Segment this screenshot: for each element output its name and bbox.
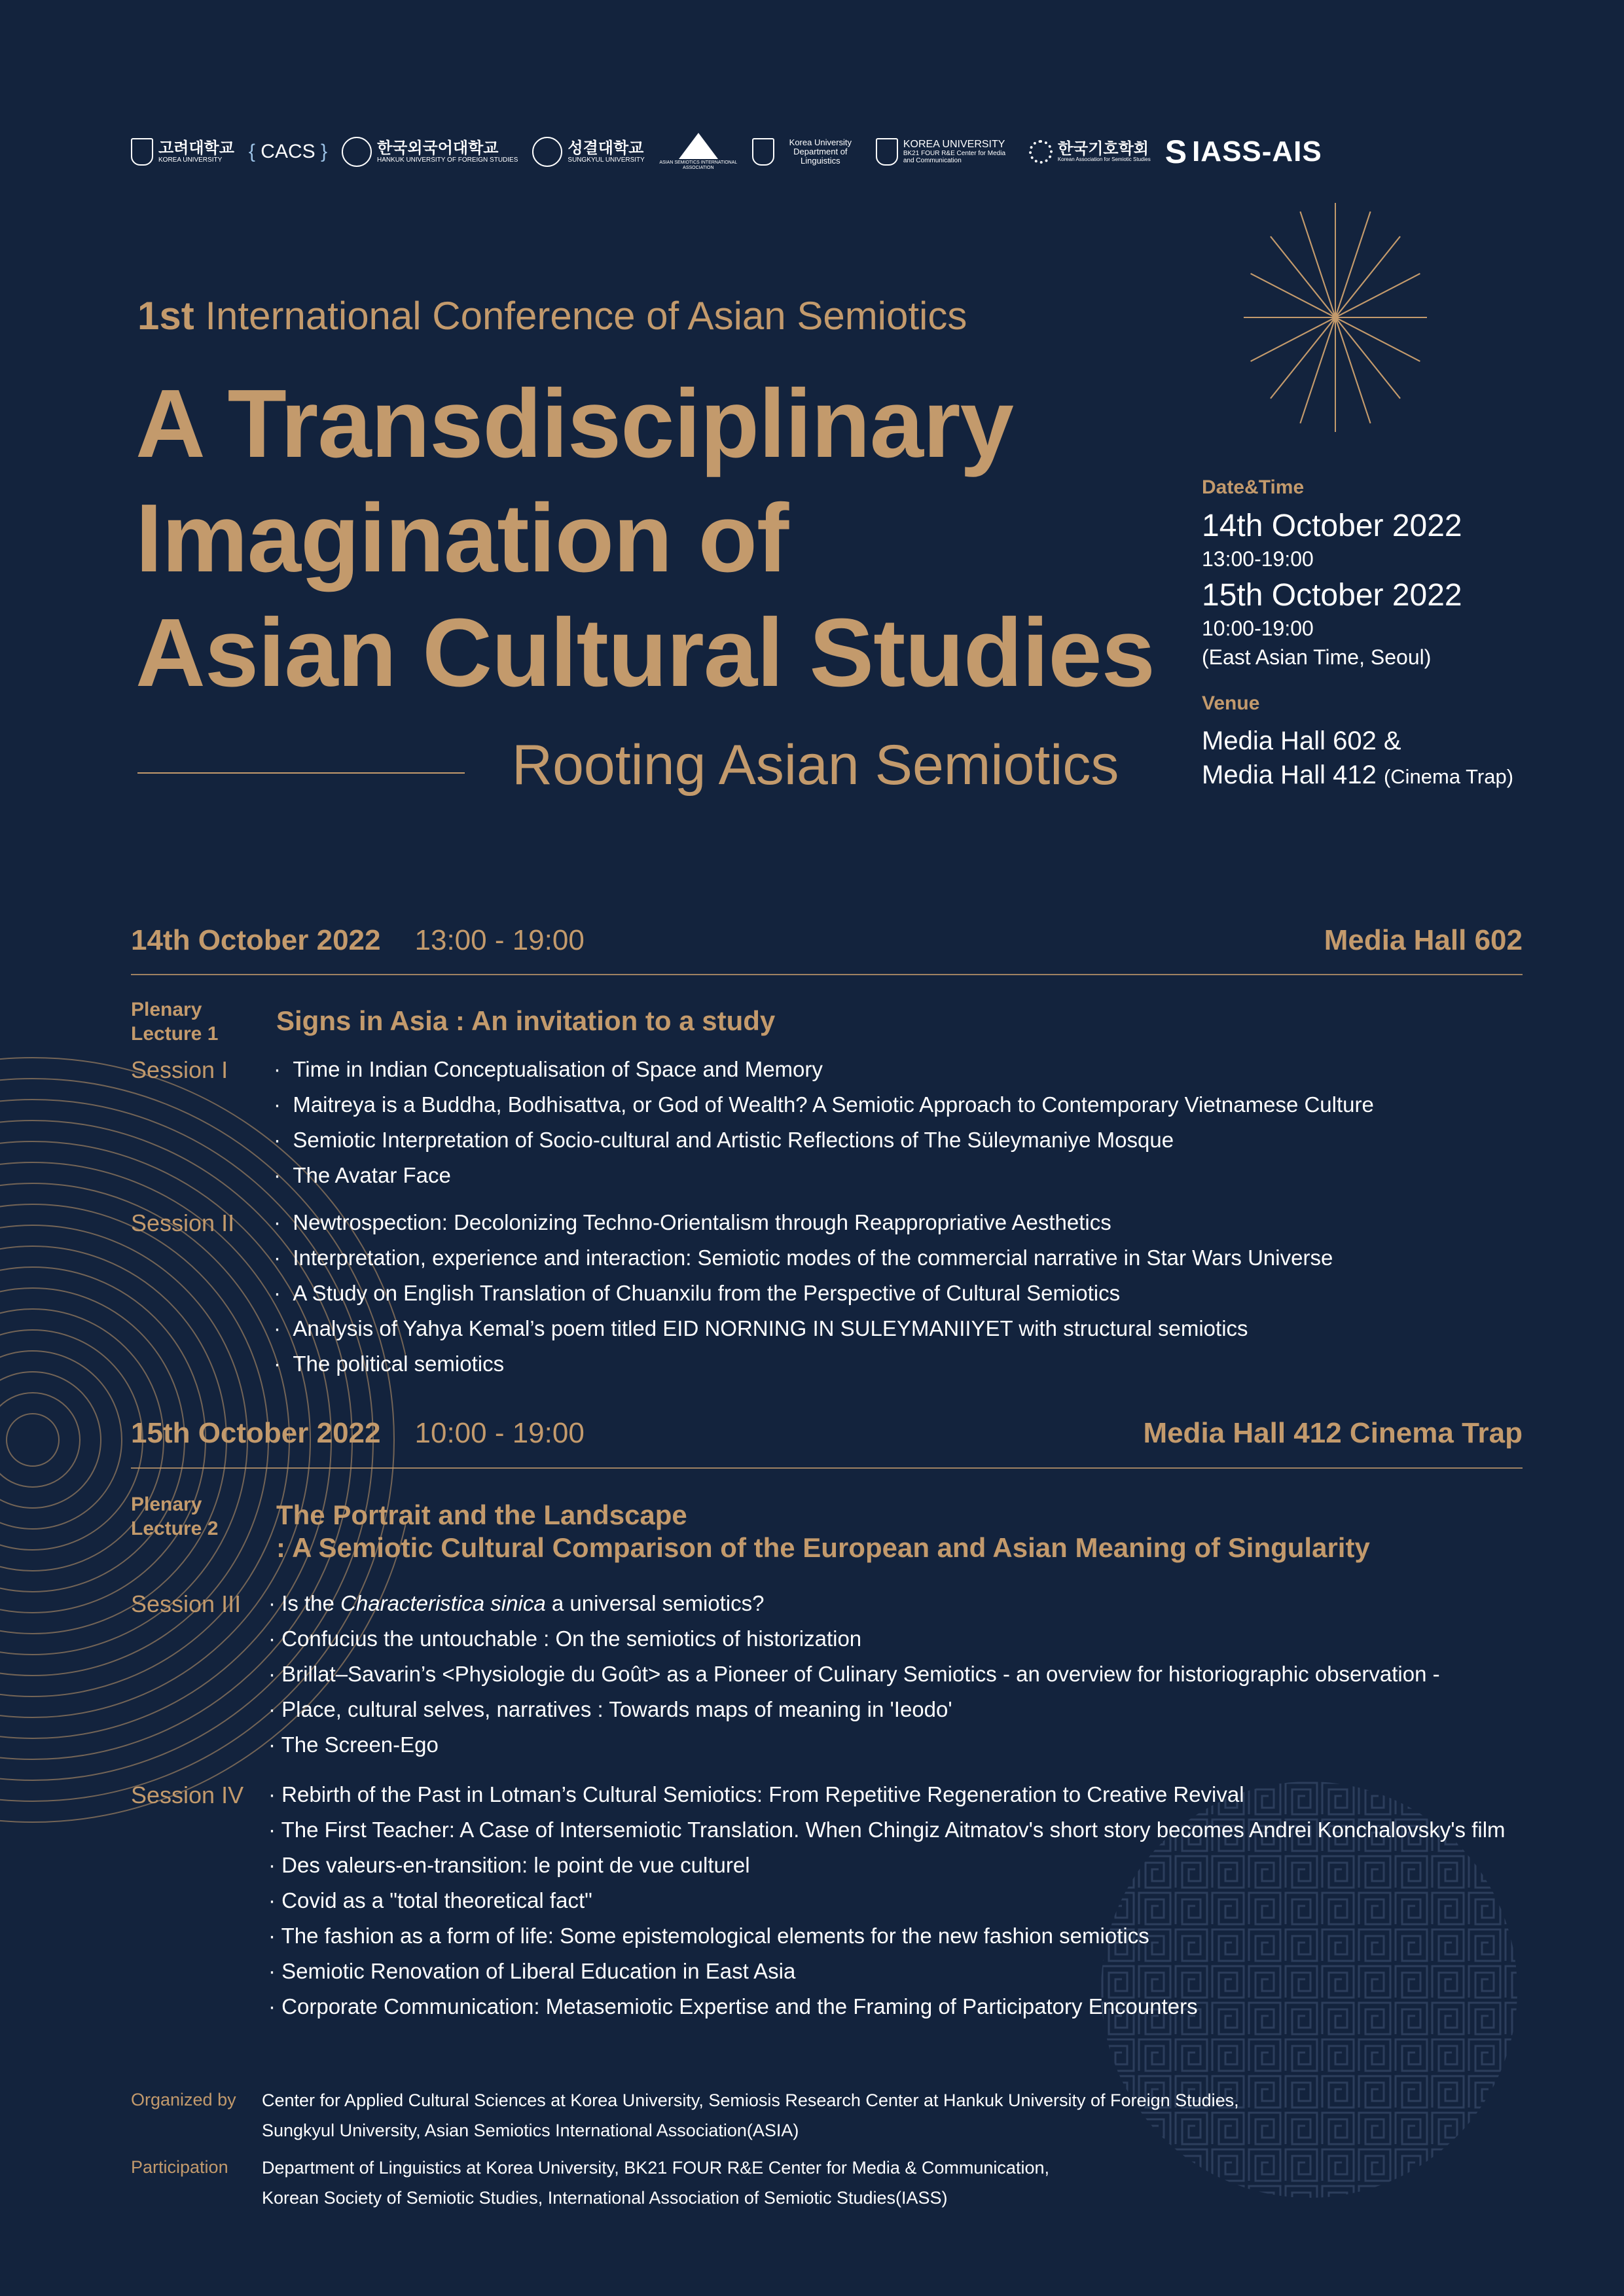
- logo-sub: BK21 FOUR R&E Center for Media and Communication: [903, 150, 1006, 164]
- logo-name: 한국기호학회: [1057, 139, 1149, 158]
- day1-venue-heading: Media Hall 602: [1324, 924, 1523, 956]
- logo-sub: Korean Association for Semiotic Studies: [1057, 156, 1151, 162]
- talk-title: Des valeurs-en-transition: le point de vue culturel: [281, 1853, 750, 1877]
- day2-time-heading: 10:00 - 19:00: [414, 1417, 585, 1449]
- plenary-lecture-label: Plenary Lecture 1: [131, 999, 219, 1045]
- cacs-logo: [249, 141, 327, 163]
- session-label: Session IV: [131, 1782, 244, 1808]
- plenary-lecture-label: Plenary Lecture 2: [131, 1494, 219, 1539]
- talk-title: Analysis of Yahya Kemal’s poem titled EID NORNING IN SULEYMANIIYET with structural semiotics: [293, 1316, 1248, 1340]
- hufs-logo: [342, 137, 518, 167]
- list-item: · Corporate Communication: Metasemiotic Expertise and the Framing of Participatory Encounters: [268, 1994, 1198, 2018]
- korea-university-crest-icon: [752, 138, 774, 166]
- korea-university-logo: [131, 138, 234, 166]
- edition-label: 1st: [137, 294, 194, 338]
- organizers-line: Sungkyul University, Asian Semiotics International Association(ASIA): [262, 2121, 799, 2140]
- datetime-label: Date&Time: [1202, 476, 1305, 498]
- list-item: · Semiotic Interpretation of Socio-cultural and Artistic Reflections of The Süleymaniye Mosque: [274, 1128, 1174, 1152]
- list-item: · Place, cultural selves, narratives : Towards maps of meaning in 'Ieodo': [268, 1697, 952, 1721]
- talk-title: The political semiotics: [293, 1352, 505, 1376]
- list-item: · Is the Characteristica sinica a universal semiotics?: [268, 1591, 765, 1615]
- list-item: · The Screen-Ego: [268, 1732, 439, 1757]
- talk-title: A Study on English Translation of Chuanxilu from the Perspective of Cultural Semiotics: [293, 1281, 1121, 1305]
- logo-name: KOREA UNIVERSITY: [903, 139, 1005, 150]
- talk-title: Semiotic Renovation of Liberal Education in East Asia: [281, 1959, 796, 1983]
- ku-linguistics-logo: [752, 138, 861, 166]
- talk-title: Confucius the untouchable : On the semiotics of historization: [281, 1626, 862, 1651]
- sponsor-logos: [131, 132, 1322, 171]
- list-item: · Time in Indian Conceptualisation of Space and Memory: [274, 1057, 823, 1081]
- day1-time-heading: 13:00 - 19:00: [414, 924, 585, 956]
- participants-text: [262, 2153, 1049, 2213]
- conference-name: International Conference of Asian Semiotics: [205, 294, 967, 338]
- talk-title: The fashion as a form of life: Some epistemological elements for the new fashion semiotics: [281, 1924, 1149, 1948]
- talk-title: The First Teacher: A Case of Intersemiotic Translation. When Chingiz Aitmatov's short story becomes Andrei Konchalovsky's film: [281, 1818, 1506, 1842]
- ring-line: [0, 1372, 101, 1508]
- list-item: · A Study on English Translation of Chuanxilu from the Perspective of Cultural Semiotics: [274, 1281, 1121, 1305]
- starburst-decoration: [1237, 200, 1434, 435]
- tagline: Rooting Asian Semiotics: [512, 734, 1119, 797]
- korea-university-crest-icon: [131, 138, 153, 166]
- organizers-text: [262, 2085, 1239, 2145]
- conference-subtitle: [137, 293, 967, 338]
- talk-title: Covid as a "total theoretical fact": [281, 1888, 592, 1912]
- organizers-line: Center for Applied Cultural Sciences at Korea University, Semiosis Research Center at Hankuk University of Foreign Studies,: [262, 2090, 1239, 2110]
- list-item: · Covid as a "total theoretical fact": [268, 1888, 592, 1912]
- list-item: · Semiotic Renovation of Liberal Education in East Asia: [268, 1959, 796, 1983]
- korean-semiotics-society-logo: [1029, 140, 1151, 164]
- logo-name: ASIAN SEMIOTICS INTERNATIONAL ASSOCIATION: [659, 160, 738, 170]
- list-item: · Brillat–Savarin’s <Physiologie du Goût> as a Pioneer of Culinary Semiotics - an overview for historiographic observation -: [268, 1662, 1440, 1686]
- logo-name: IASS-AIS: [1192, 135, 1322, 168]
- list-item: · Interpretation, experience and interaction: Semiotic modes of the commercial narrative in Star Wars Universe: [274, 1246, 1333, 1270]
- logo-sub: HANKUK UNIVERSITY OF FOREIGN STUDIES: [377, 156, 518, 164]
- logo-name: CACS: [261, 141, 316, 162]
- plenary-lecture-title: Signs in Asia : An invitation to a study: [276, 1005, 776, 1036]
- talk-title: Place, cultural selves, narratives : Towards maps of meaning in 'Ieodo': [281, 1697, 952, 1721]
- talk-title-italic: Characteristica sinica: [340, 1591, 546, 1615]
- title-line: Asian Cultural Studies: [135, 599, 1155, 707]
- korea-university-crest-icon: [876, 138, 898, 166]
- talk-title: Semiotic Interpretation of Socio-cultural and Artistic Reflections of The Süleymaniye Mosque: [293, 1128, 1174, 1152]
- list-item: · The Avatar Face: [274, 1163, 451, 1187]
- talk-title: The Screen-Ego: [281, 1732, 439, 1757]
- title-line: Imagination of: [135, 484, 789, 592]
- ring-line: [7, 1414, 59, 1466]
- iass-ais-logo-icon: S: [1164, 134, 1187, 170]
- list-item: · Maitreya is a Buddha, Bodhisattva, or God of Wealth? A Semiotic Approach to Contemporary Vietnamese Culture: [274, 1092, 1374, 1117]
- list-item: · Newtrospection: Decolonizing Techno-Orientalism through Reappropriative Aesthetics: [274, 1210, 1111, 1234]
- day1-date: 14th October 2022: [1202, 509, 1462, 543]
- day2-time: 10:00-19:00: [1202, 617, 1314, 640]
- talk-title: Interpretation, experience and interaction: Semiotic modes of the commercial narrative in Star Wars Universe: [293, 1246, 1333, 1270]
- talk-title: Brillat–Savarin’s <Physiologie du Goût> as a Pioneer of Culinary Semiotics - an overview for historiographic observation -: [281, 1662, 1440, 1686]
- logo-sub: KOREA UNIVERSITY: [158, 156, 223, 164]
- talk-title-part: Is the: [281, 1591, 341, 1615]
- hufs-emblem-icon: [342, 137, 372, 167]
- list-item: · Rebirth of the Past in Lotman’s Cultural Semiotics: From Repetitive Regeneration to Creative Revival: [268, 1782, 1244, 1806]
- list-item: · The fashion as a form of life: Some epistemological elements for the new fashion semiotics: [268, 1924, 1149, 1948]
- plenary-title-line: The Portrait and the Landscape: [276, 1499, 687, 1530]
- participants-line: Department of Linguistics at Korea University, BK21 FOUR R&E Center for Media & Communication,: [262, 2158, 1049, 2178]
- session-label: Session II: [131, 1210, 235, 1236]
- session-talk-list: [268, 1586, 1440, 1763]
- korean-semiotics-society-emblem-icon: [1029, 140, 1053, 164]
- day2-header: [131, 1417, 1523, 1450]
- session-talk-list: [274, 1052, 1374, 1193]
- talk-title-part: a universal semiotics?: [545, 1591, 765, 1615]
- info-panel: [1202, 476, 1542, 794]
- plenary-title-line: : A Semiotic Cultural Comparison of the European and Asian Meaning of Singularity: [276, 1532, 1370, 1563]
- asia-logo: [659, 133, 738, 170]
- venue-label: Venue: [1202, 692, 1260, 714]
- session-talk-list: [274, 1205, 1333, 1382]
- participation-label: Participation: [131, 2157, 228, 2177]
- timezone-note: (East Asian Time, Seoul): [1202, 645, 1432, 669]
- venue-line: Media Hall 602 &: [1202, 726, 1401, 755]
- plenary-lecture-title: [276, 1499, 1370, 1564]
- ring-line: [0, 1393, 80, 1487]
- day1-header: [131, 924, 1523, 957]
- list-item: · Analysis of Yahya Kemal’s poem titled EID NORNING IN SULEYMANIIYET with structural semiotics: [274, 1316, 1248, 1340]
- talk-title: Time in Indian Conceptualisation of Space and Memory: [293, 1057, 823, 1081]
- list-item: · The First Teacher: A Case of Intersemiotic Translation. When Chingiz Aitmatov's short story becomes Andrei Konchalovsky's film: [268, 1818, 1506, 1842]
- list-item: · Confucius the untouchable : On the semiotics of historization: [268, 1626, 862, 1651]
- session-label: Session I: [131, 1056, 228, 1083]
- logo-name: 고려대학교: [158, 139, 234, 157]
- logo-sub: SUNGKYUL UNIVERSITY: [568, 156, 645, 164]
- list-item: · Des valeurs-en-transition: le point de vue culturel: [268, 1853, 750, 1877]
- cacs-logo-icon: { CACS }: [248, 141, 327, 162]
- talk-title: Rebirth of the Past in Lotman’s Cultural Semiotics: From Repetitive Regeneration to Creative Revival: [281, 1782, 1244, 1806]
- logo-name: Korea University Department of Linguistics: [789, 137, 852, 166]
- logo-name: 한국외국어대학교: [377, 139, 499, 157]
- venue-note: (Cinema Trap): [1383, 765, 1514, 788]
- talk-title: The Avatar Face: [293, 1163, 451, 1187]
- list-item: · The political semiotics: [274, 1352, 505, 1376]
- participants-line: Korean Society of Semiotic Studies, International Association of Semiotic Studies(IASS): [262, 2188, 948, 2208]
- sungkyul-emblem-icon: [532, 137, 562, 167]
- talk-title: Corporate Communication: Metasemiotic Expertise and the Framing of Participatory Encounters: [281, 1994, 1198, 2018]
- talk-title: Maitreya is a Buddha, Bodhisattva, or God of Wealth? A Semiotic Approach to Contemporary Vietnamese Culture: [293, 1092, 1374, 1117]
- ku-bk21-logo: [876, 138, 1015, 166]
- day1-divider: [131, 974, 1523, 975]
- logo-name: 성결대학교: [568, 139, 644, 157]
- title-line: A Transdisciplinary: [135, 370, 1013, 478]
- title-divider: [137, 772, 465, 774]
- venue-name: Media Hall 412: [1202, 761, 1377, 789]
- day1-date-heading: 14th October 2022: [131, 924, 381, 956]
- sungkyul-logo: [532, 137, 644, 167]
- session-talk-list: [268, 1777, 1506, 2024]
- organized-by-label: Organized by: [131, 2090, 236, 2109]
- iass-ais-logo: [1165, 133, 1322, 171]
- day2-date: 15th October 2022: [1202, 578, 1462, 613]
- day2-venue-heading: Media Hall 412 Cinema Trap: [1143, 1417, 1523, 1449]
- session-label: Session III: [131, 1590, 242, 1617]
- day1-time: 13:00-19:00: [1202, 547, 1314, 571]
- asia-logo-icon: [679, 133, 718, 159]
- day2-date-heading: 15th October 2022: [131, 1417, 381, 1449]
- page-title: [135, 367, 1155, 710]
- venue-line: [1202, 758, 1542, 794]
- day2-divider: [131, 1467, 1523, 1469]
- talk-title: Newtrospection: Decolonizing Techno-Orientalism through Reappropriative Aesthetics: [293, 1210, 1111, 1234]
